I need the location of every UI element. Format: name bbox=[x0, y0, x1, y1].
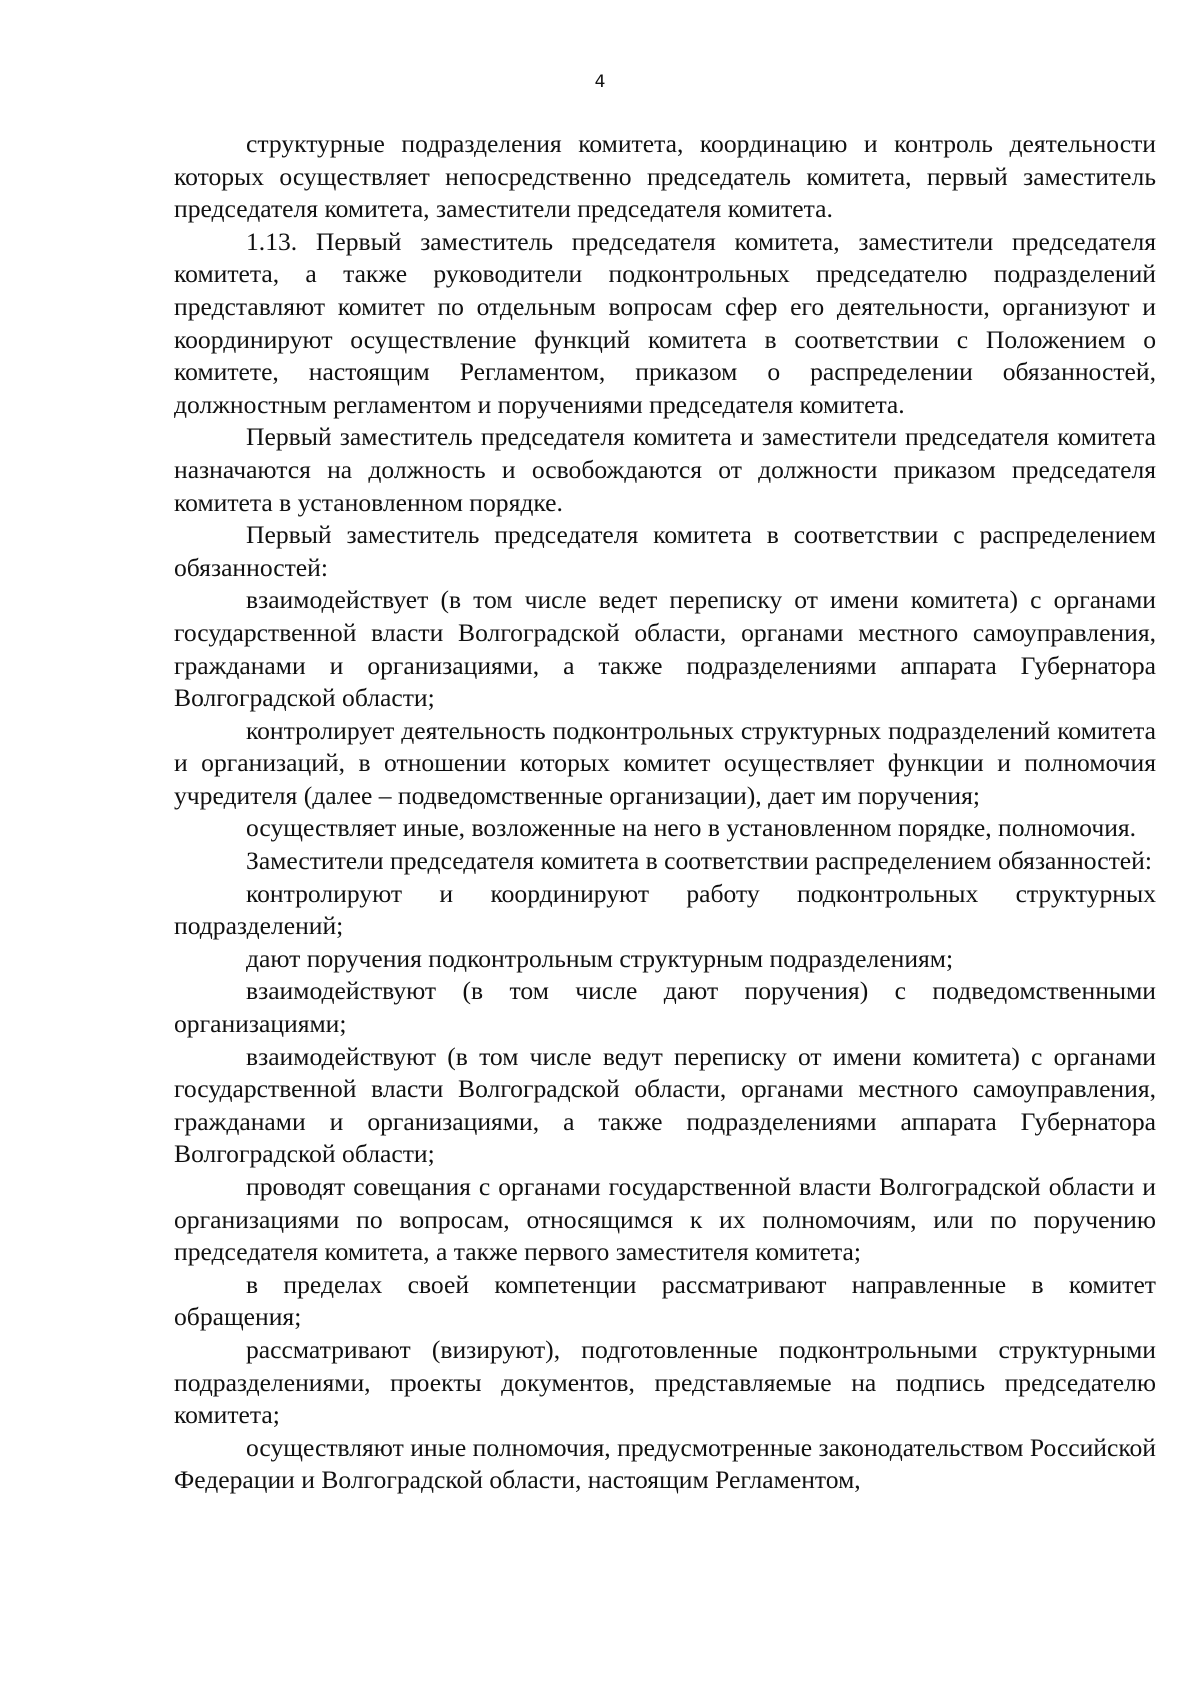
paragraph: 1.13. Первый заместитель председателя комитета, заместители председателя комитета, а также руководители подконтрольных председателю подразделений представляют комитет по отдельным вопросам сфер его деятельности, организуют и координируют осуществление функций комитета в соответствии с Положением о комитете, настоящим Регламентом, приказом о распределении обязанностей, должностным регламентом и поручениями председателя комитета. bbox=[174, 226, 1156, 419]
paragraph: Первый заместитель председателя комитета и заместители председателя комитета назначаются на должность и освобождаются от должности приказом председателя комитета в установленном порядке. bbox=[174, 422, 1156, 517]
paragraph: структурные подразделения комитета, координацию и контроль деятельности которых осуществляет непосредственно председатель комитета, первый заместитель председателя комитета, заместители председателя комитета. bbox=[174, 129, 1156, 224]
page-number: 4 bbox=[594, 72, 606, 92]
paragraph: проводят совещания с органами государственной власти Волгоградской области и организациями по вопросам, относящимся к их полномочиям, или по поручению председателя комитета, а также первого заместителя комитета; bbox=[174, 1172, 1156, 1267]
paragraph: контролирует деятельность подконтрольных структурных подразделений комитета и организаций, в отношении которых комитет осуществляет функции и полномочия учредителя (далее – подведомственные организации), дает им поручения; bbox=[174, 715, 1156, 810]
paragraph: рассматривают (визируют), подготовленные подконтрольными структурными подразделениями, проекты документов, представляемые на подпись председателю комитета; bbox=[174, 1334, 1156, 1430]
paragraph: осуществляют иные полномочия, предусмотренные законодательством Российской Федерации и Волгоградской области, настоящим Регламентом, bbox=[174, 1432, 1156, 1495]
paragraph: Заместители председателя комитета в соответствии распределением обязанностей: bbox=[246, 846, 1152, 876]
paragraph: взаимодействует (в том числе ведет переписку от имени комитета) с органами государственной власти Волгоградской области, органами местного самоуправления, гражданами и организациями, а также подразделениями аппарата Губернатора Волгоградской области; bbox=[174, 585, 1156, 713]
paragraph: дают поручения подконтрольным структурным подразделениям; bbox=[246, 943, 954, 973]
paragraph: осуществляет иные, возложенные на него в установленном порядке, полномочия. bbox=[246, 813, 1137, 843]
paragraph: взаимодействуют (в том числе ведут переписку от имени комитета) с органами государственной власти Волгоградской области, органами местного самоуправления, гражданами и организациями, а также подразделениями аппарата Губернатора Волгоградской области; bbox=[174, 1041, 1156, 1169]
paragraph: Первый заместитель председателя комитета в соответствии с распределением обязанностей: bbox=[174, 520, 1156, 582]
paragraph: взаимодействуют (в том числе дают поручения) с подведомственными организациями; bbox=[174, 976, 1156, 1039]
paragraph: в пределах своей компетенции рассматривают направленные в комитет обращения; bbox=[174, 1269, 1156, 1332]
paragraph: контролируют и координируют работу подконтрольных структурных подразделений; bbox=[174, 878, 1156, 941]
document-body bbox=[174, 128, 1156, 1497]
